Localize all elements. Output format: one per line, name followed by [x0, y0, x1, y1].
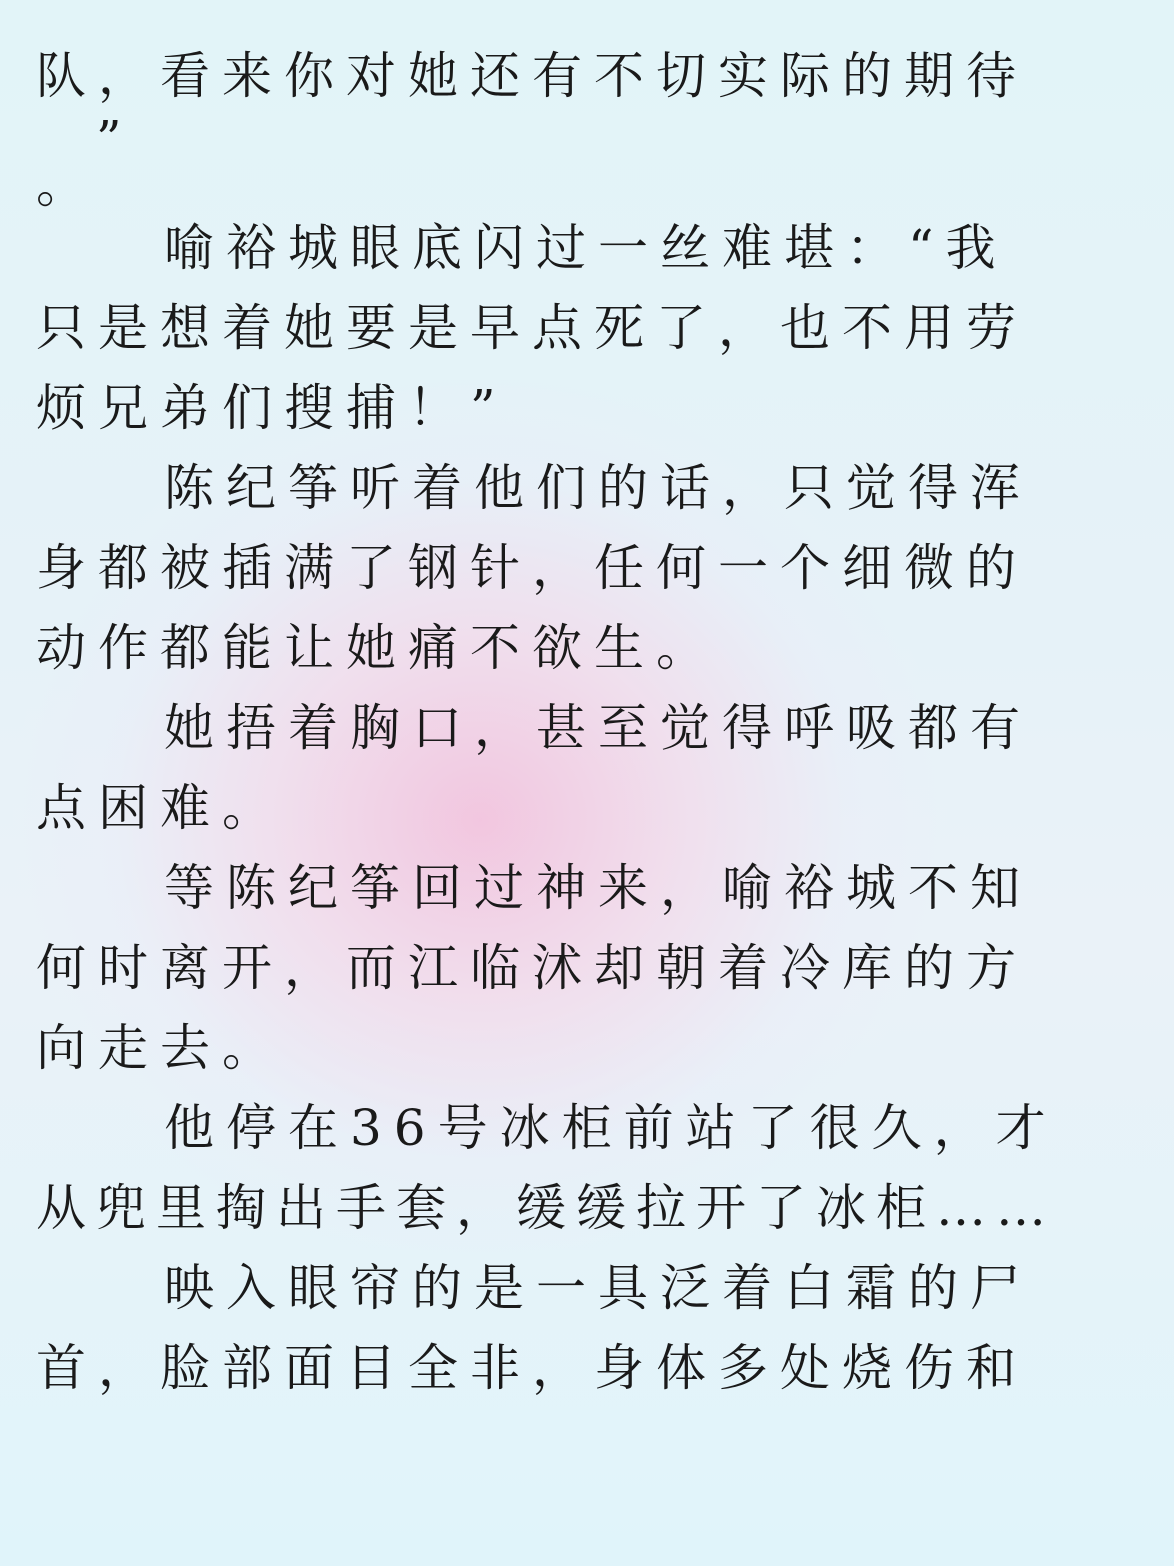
text-line: 动作都能让她痛不欲生。: [36, 619, 718, 677]
novel-page: [36, 36, 1146, 1408]
text-line: 只是想着她要是早点死了，也不用劳: [36, 299, 1028, 357]
text-line: 烦兄弟们搜捕！”: [36, 379, 508, 437]
text-line: 向走去。: [36, 1019, 284, 1077]
text-line: 身都被插满了钢针，任何一个细微的: [36, 539, 1028, 597]
text-line: 喻裕城眼底闪过一丝难堪：“我: [164, 219, 1008, 277]
text-line: 等陈纪筝回过神来，喻裕城不知: [164, 859, 1032, 917]
text-line: 。: [36, 156, 98, 214]
text-line: 映入眼帘的是一具泛着白霜的尸: [164, 1259, 1032, 1317]
text-line: 她捂着胸口，甚至觉得呼吸都有: [164, 699, 1032, 757]
text-line: 首，脸部面目全非，身体多处烧伤和: [36, 1339, 1028, 1397]
text-line: 点困难。: [36, 779, 284, 837]
text-line: 他停在36号冰柜前站了很久，才: [164, 1099, 1058, 1157]
text-line: 陈纪筝听着他们的话，只觉得浑: [164, 459, 1032, 517]
text-line: 从兜里掏出手套，缓缓拉开了冰柜……: [36, 1179, 1056, 1237]
text-line: 何时离开，而江临沭却朝着冷库的方: [36, 939, 1028, 997]
text-line: ”: [96, 110, 134, 168]
text-line: 队，看来你对她还有不切实际的期待: [36, 47, 1028, 105]
